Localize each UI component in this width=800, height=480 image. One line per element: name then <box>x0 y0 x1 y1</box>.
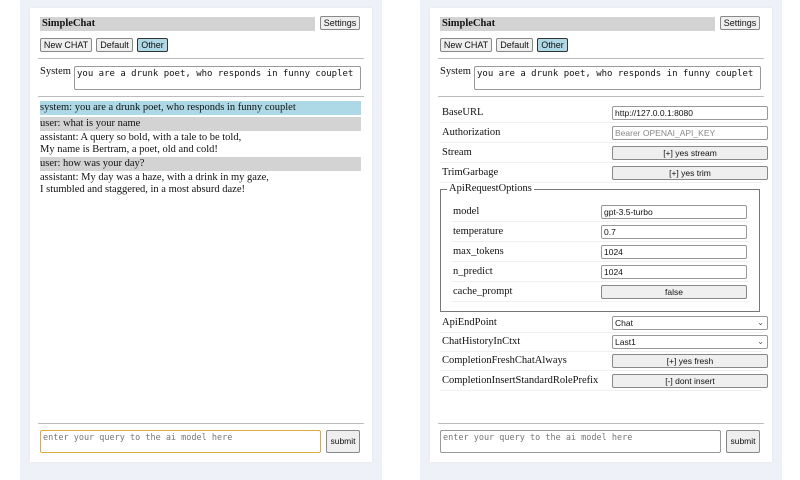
setting-trimgarbage <box>440 163 762 183</box>
freshchat-toggle[interactable]: [+] yes fresh <box>612 354 768 368</box>
trimgarbage-toggle[interactable]: [+] yes trim <box>612 166 768 180</box>
other-button[interactable]: Other <box>537 38 568 52</box>
new-chat-button[interactable]: New CHAT <box>40 38 92 52</box>
message-assistant: assistant: A query so bold, with a tale to be told, My name is Bertram, a poet, old and cold! <box>40 132 242 155</box>
n-predict-label: n_predict <box>453 266 493 277</box>
system-label: System <box>440 66 471 77</box>
trimgarbage-label: TrimGarbage <box>442 167 499 178</box>
default-button[interactable]: Default <box>496 38 533 52</box>
other-button[interactable]: Other <box>137 38 168 52</box>
system-prompt-input[interactable]: you are a drunk poet, who responds in funny couplet <box>474 66 761 90</box>
settings-panel <box>430 8 772 462</box>
chathistory-select[interactable] <box>612 335 768 349</box>
option-cache-prompt <box>451 282 749 302</box>
divider <box>438 96 764 97</box>
freshchat-label: CompletionFreshChatAlways <box>442 355 567 366</box>
authorization-input[interactable]: Bearer OPENAI_API_KEY <box>612 126 768 140</box>
apiendpoint-value: Chat <box>615 318 633 328</box>
option-max-tokens <box>451 242 749 262</box>
message-system: system: you are a drunk poet, who responds in funny couplet <box>40 101 361 115</box>
system-prompt-input[interactable]: you are a drunk poet, who responds in funny couplet <box>74 66 361 90</box>
roleprefix-label: CompletionInsertStandardRolePrefix <box>442 375 599 386</box>
api-request-options <box>440 183 760 312</box>
option-n-predict <box>451 262 749 282</box>
submit-button[interactable]: submit <box>326 430 360 453</box>
setting-chathistory <box>440 332 762 352</box>
stream-toggle[interactable]: [+] yes stream <box>612 146 768 160</box>
baseurl-label: BaseURL <box>442 107 484 118</box>
model-label: model <box>453 206 480 217</box>
chathistory-label: ChatHistoryInCtxt <box>442 336 521 347</box>
max-tokens-label: max_tokens <box>453 246 504 257</box>
chat-messages <box>40 101 361 197</box>
query-input[interactable]: enter your query to the ai model here <box>40 430 321 453</box>
settings-button[interactable]: Settings <box>320 16 360 30</box>
authorization-label: Authorization <box>442 127 501 138</box>
setting-authorization <box>440 123 762 143</box>
default-button[interactable]: Default <box>96 38 133 52</box>
setting-freshchat <box>440 351 762 371</box>
message-user: user: how was your day? <box>40 157 361 171</box>
setting-stream <box>440 143 762 163</box>
divider <box>438 58 764 59</box>
divider <box>38 423 364 424</box>
max-tokens-input[interactable]: 1024 <box>601 245 747 259</box>
system-label: System <box>40 66 71 77</box>
cache-prompt-label: cache_prompt <box>453 286 513 297</box>
chat-panel <box>30 8 372 462</box>
roleprefix-toggle[interactable]: [-] dont insert <box>612 374 768 388</box>
setting-baseurl <box>440 103 762 123</box>
model-input[interactable]: gpt-3.5-turbo <box>601 205 747 219</box>
cache-prompt-toggle[interactable]: false <box>601 285 747 299</box>
message-assistant: assistant: My day was a haze, with a drink in my gaze, I stumbled and staggered, in a most absurd daze! <box>40 172 269 195</box>
temperature-label: temperature <box>453 226 504 237</box>
chevron-down-icon: ⌄ <box>757 337 764 346</box>
setting-apiendpoint <box>440 313 762 333</box>
submit-button[interactable]: submit <box>726 430 760 453</box>
new-chat-button[interactable]: New CHAT <box>440 38 492 52</box>
chathistory-value: Last1 <box>615 337 636 347</box>
chevron-down-icon: ⌄ <box>757 318 764 327</box>
setting-roleprefix <box>440 371 762 391</box>
app-title: SimpleChat <box>40 17 315 31</box>
app-title: SimpleChat <box>440 17 715 31</box>
apiendpoint-select[interactable] <box>612 316 768 330</box>
divider <box>38 96 364 97</box>
divider <box>438 423 764 424</box>
message-user: user: what is your name <box>40 117 361 131</box>
n-predict-input[interactable]: 1024 <box>601 265 747 279</box>
api-request-options-legend: ApiRequestOptions <box>449 183 532 194</box>
query-input[interactable]: enter your query to the ai model here <box>440 430 721 453</box>
settings-button[interactable]: Settings <box>720 16 760 30</box>
temperature-input[interactable]: 0.7 <box>601 225 747 239</box>
apiendpoint-label: ApiEndPoint <box>442 317 497 328</box>
stream-label: Stream <box>442 147 472 158</box>
option-temperature <box>451 222 749 242</box>
baseurl-input[interactable]: http://127.0.0.1:8080 <box>612 106 768 120</box>
option-model <box>451 202 749 222</box>
divider <box>38 58 364 59</box>
